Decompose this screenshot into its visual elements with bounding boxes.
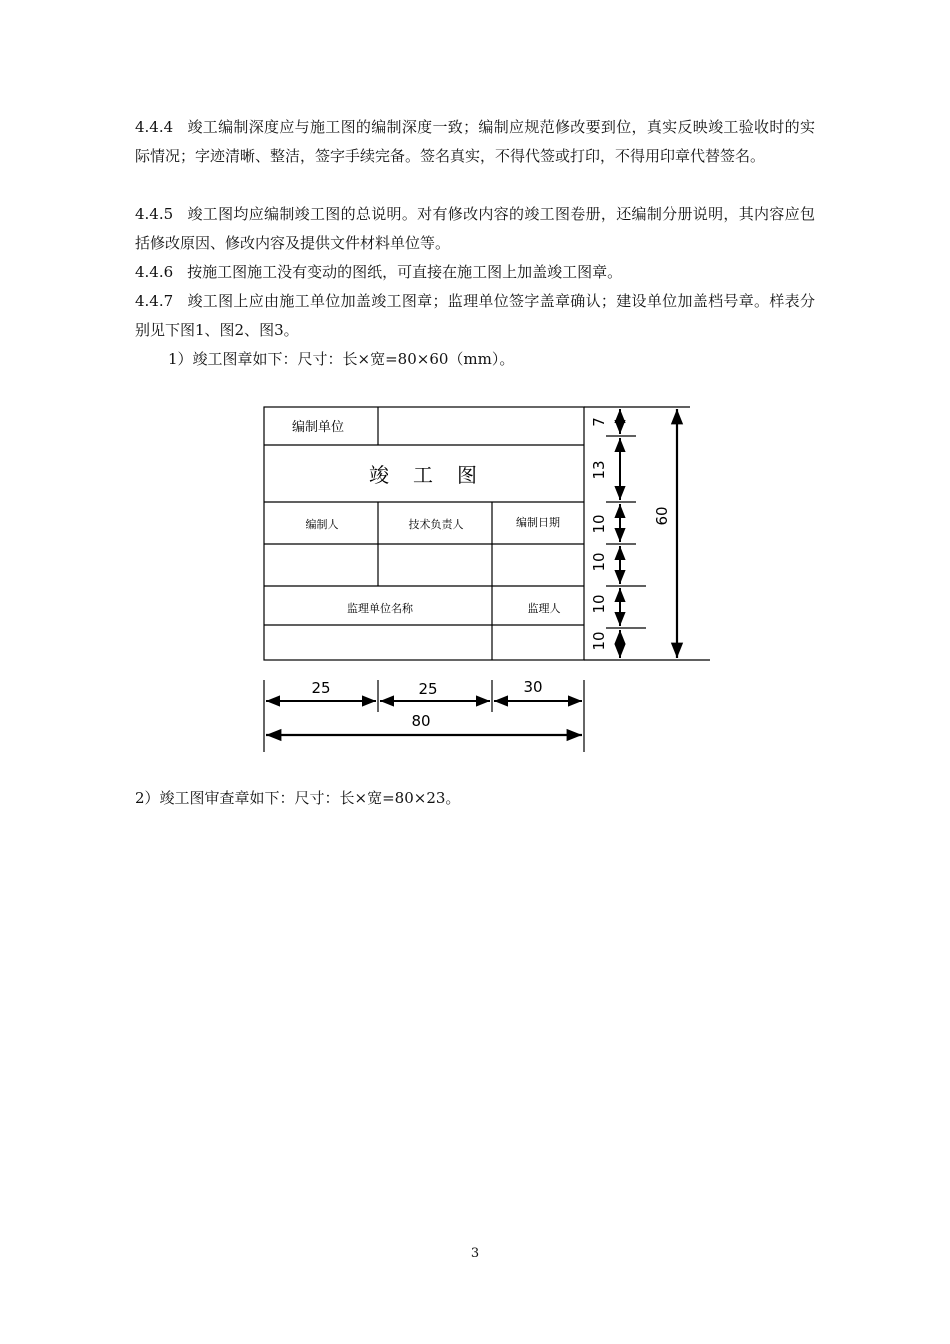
height-dim-2: 13	[590, 460, 608, 480]
supervisor-label: 监理人	[527, 602, 561, 615]
height-dim-5: 10	[590, 594, 608, 614]
compile-unit-label: 编制单位	[291, 420, 345, 435]
caption-stamp-1: 1）竣工图章如下：尺寸：长×宽=80×60（mm）。	[168, 350, 515, 368]
stamp-title: 竣 工 图	[369, 463, 479, 487]
page-number: 3	[470, 1246, 480, 1261]
section-number: 4.4.5	[135, 205, 174, 223]
section-text: 按施工图施工没有变动的图纸，可直接在施工图上加盖竣工图章。	[187, 263, 623, 281]
height-dim-6: 10	[590, 631, 608, 651]
stamp-table	[264, 407, 584, 660]
compile-date-label: 编制日期	[516, 516, 560, 529]
width-dim-1: 25	[311, 679, 331, 697]
height-dim-1: 7	[590, 417, 608, 427]
height-dim-3: 10	[590, 514, 608, 534]
total-height-dim: 60	[653, 506, 671, 526]
total-width-dim: 80	[411, 712, 431, 730]
section-text: 竣工图均应编制竣工图的总说明。对有修改内容的竣工图卷册，还编制分册说明，其内容应包括修改原因、修改内容及提供文件材料单位等。	[135, 205, 815, 252]
tech-lead-label: 技术负责人	[408, 518, 464, 531]
section-number: 4.4.6	[135, 263, 174, 281]
section-number: 4.4.7	[135, 292, 174, 310]
height-dim-4: 10	[590, 552, 608, 572]
caption-stamp-2: 2）竣工图审查章如下：尺寸：长×宽=80×23。	[135, 789, 461, 807]
section-text: 竣工图上应由施工单位加盖竣工图章；监理单位签字盖章确认；建设单位加盖档号章。样表分别见下图1、图2、图3。	[135, 292, 815, 339]
compiler-label: 编制人	[305, 518, 339, 531]
width-dim-2: 25	[418, 680, 438, 698]
width-dim-3: 30	[523, 678, 543, 696]
section-number: 4.4.4	[135, 118, 174, 136]
supervision-unit-label: 监理单位名称	[347, 602, 413, 615]
section-text: 竣工编制深度应与施工图的编制深度一致；编制应规范修改要到位，真实反映竣工验收时的实际情况；字迹清晰、整洁，签字手续完备。签名真实，不得代签或打印，不得用印章代替签名。	[135, 118, 815, 165]
